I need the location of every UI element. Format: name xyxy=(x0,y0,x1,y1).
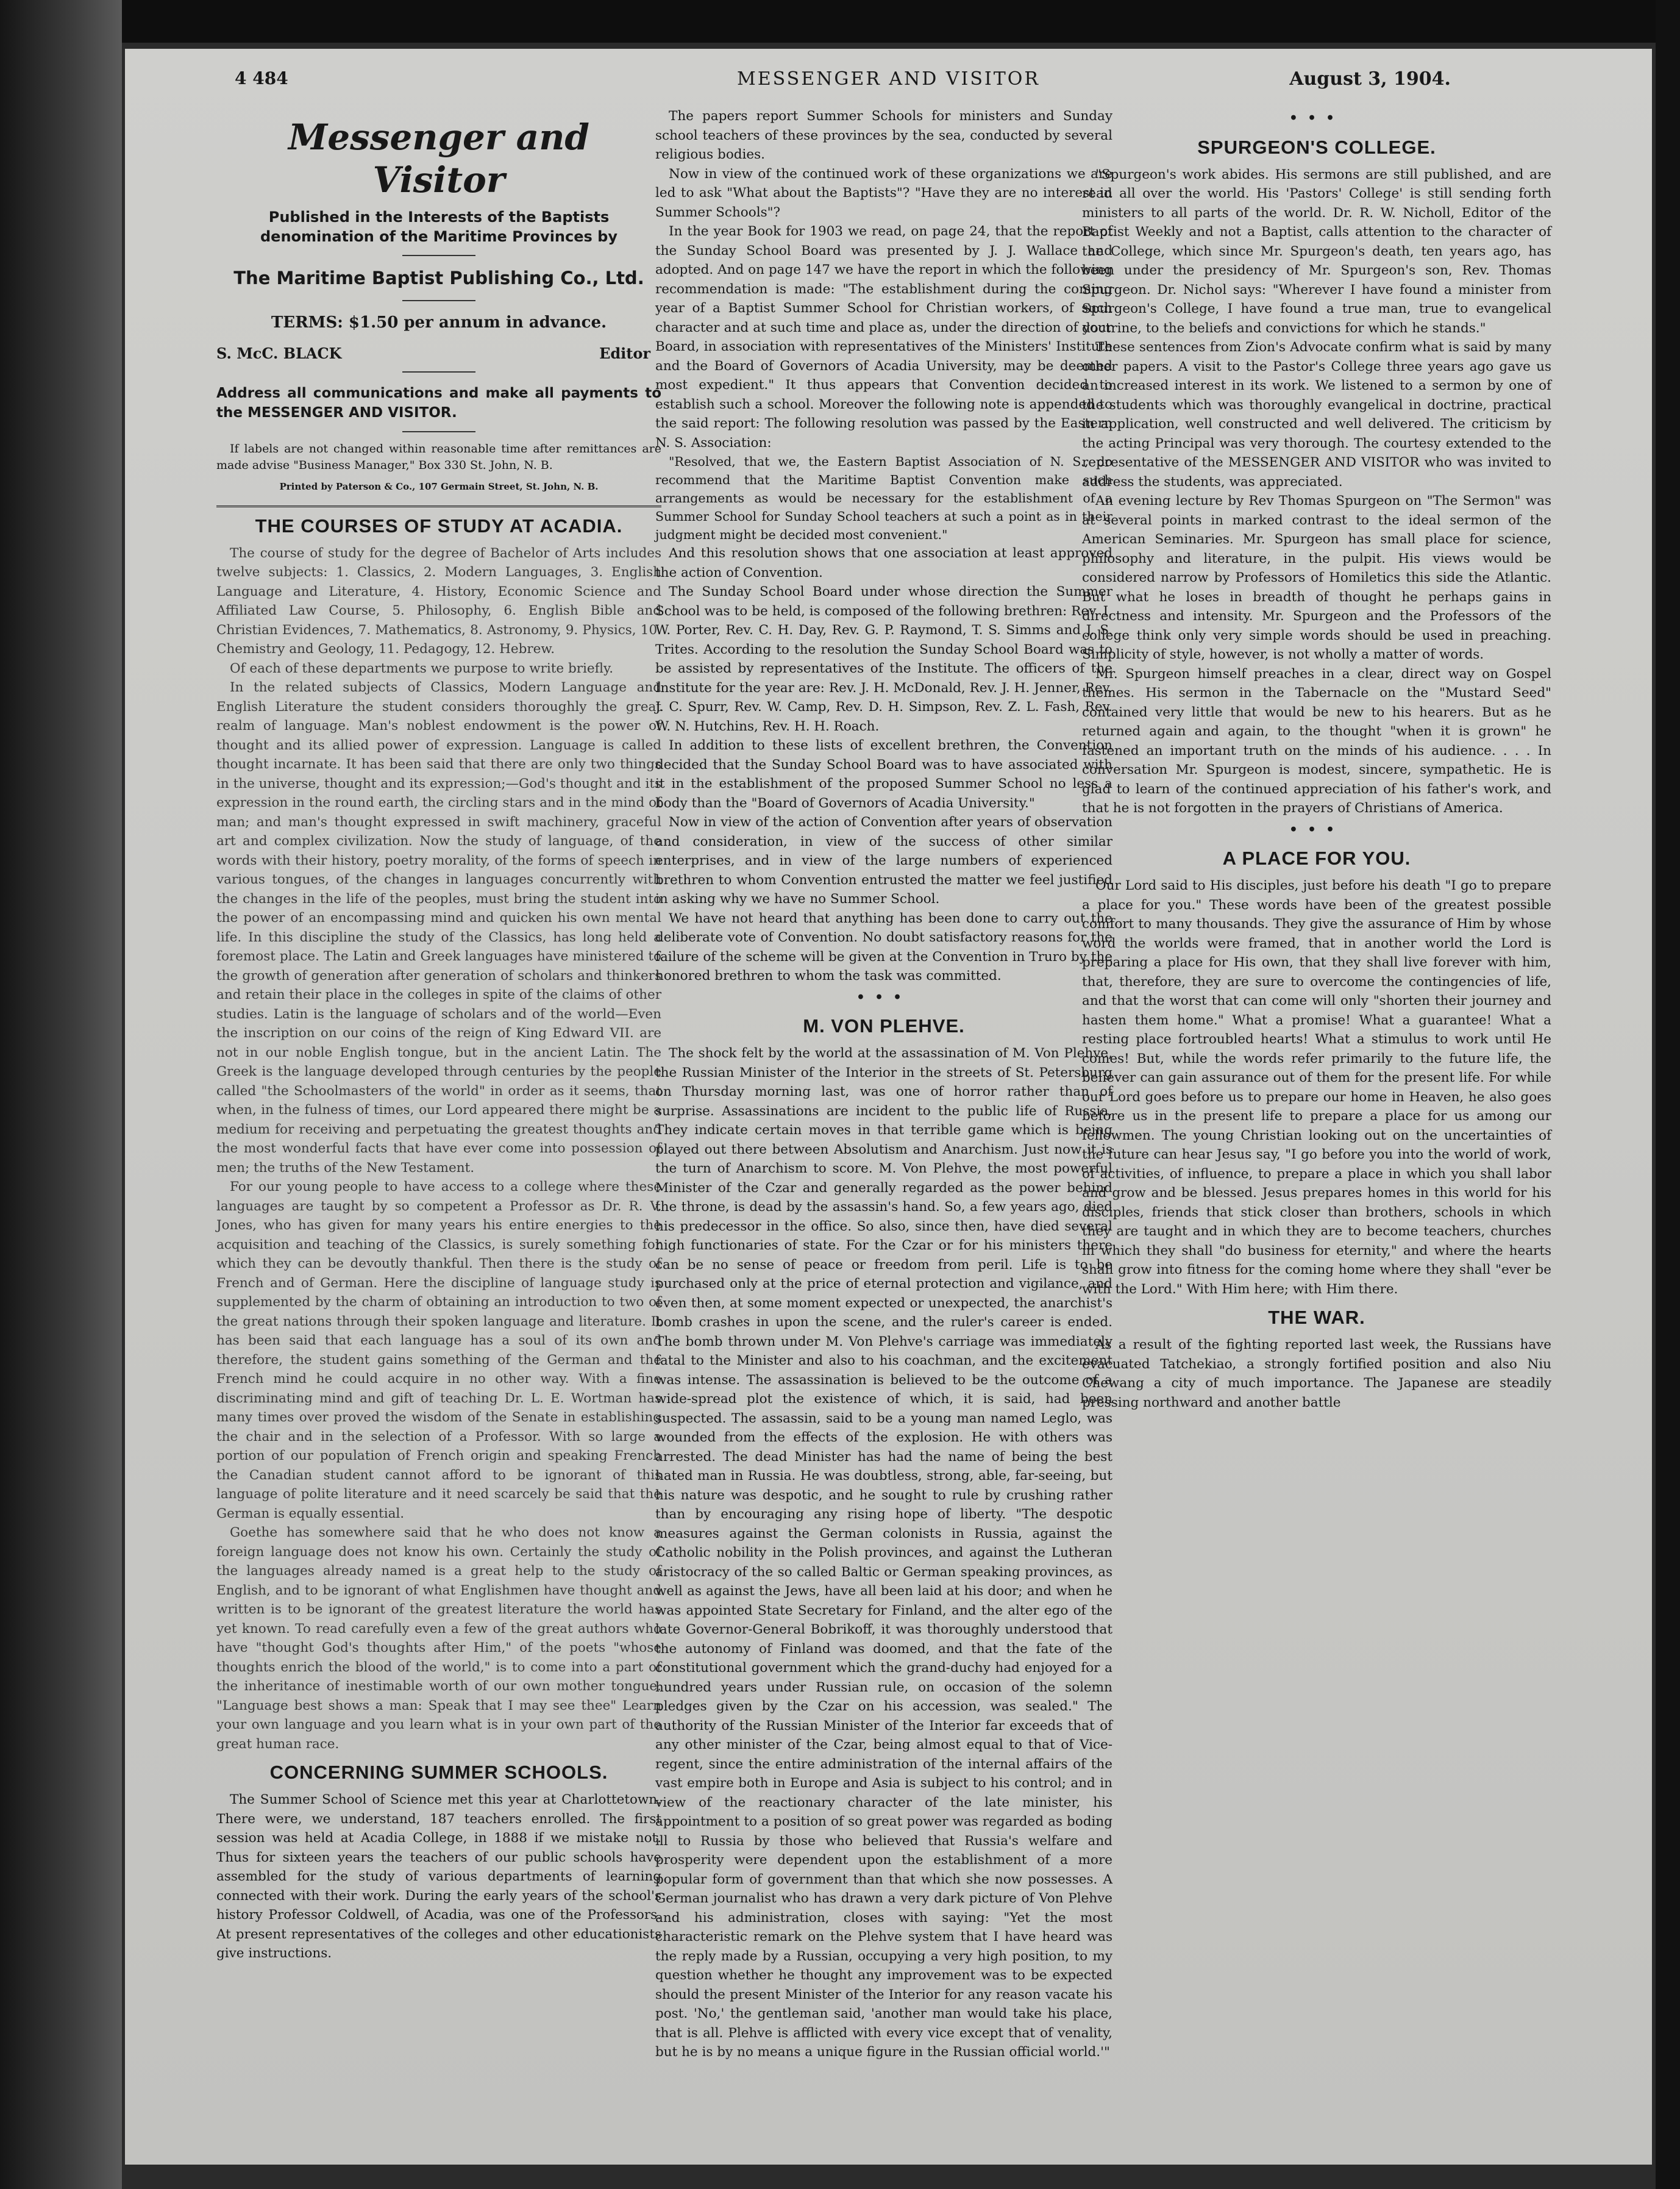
divider xyxy=(402,431,475,432)
column-3 xyxy=(1082,107,1551,1412)
section-ornament: ••• xyxy=(856,989,912,1005)
masthead-published: Published in the Interests of the Baptists denomination of the Maritime Provinces by xyxy=(260,209,618,245)
masthead xyxy=(216,116,661,333)
publisher-name: The Maritime Baptist Publishing Co., Ltd. xyxy=(233,268,644,288)
paragraph: In the related subjects of Classics, Modern Language and English Literature the student considers thoroughly the great realm of language. Man's noblest endowment is the power of thought and its allied power of expression. Language is called thought incarnate. It has been said that there are only two things in the universe, thought and its expression;—God's thought and its expression in the round earth, the circling stars and in the mind of man; and man's thought expressed in swift machinery, graceful art and complex civilization. Now the study of language, of the words with their history, poetry morality, of the forms of speech in various tongues, of the changes in languages concurrently with the changes in the life of the peoples, must bring the student into the power of an encompassing mind and quicken his own mental life. In this discipline the study of the Classics, has long held a foremost place. The Latin and Greek languages have ministered to the growth of generation after generation of scholars and thinkers and retain their place in the colleges in spite of the claims of other studies. Latin is the language of scholars and of the world—Even the inscription on our coins of the reign of King Edward VII. are not in our noble English tongue, but in the ancient Latin. The Greek is the language developed through centuries by the people called "the Schoolmasters of the world" in order as it seems, that when, in the fulness of times, our Lord appeared there might be a medium for receiving and perpetuating the greatest thoughts and the most wonderful facts that have ever come into possession of men; the truths of the New Testament. xyxy=(216,680,661,1176)
paragraph: Mr. Spurgeon himself preaches in a clear, direct way on Gospel themes. His sermon in the Tabernacle on the "Mustard Seed" contained very little that would be new to his hearers. But as he returned again and again, to the thought "when it is grown" he fastened an important truth on the minds of his audience. . . . In conversation Mr. Spurgeon is modest, sincere, sympathetic. He is glad to learn of the continued appreciation of his father's work, and that he is not forgotten in the prayers of Christians of America. xyxy=(1082,666,1551,816)
article-heading: THE WAR. xyxy=(1268,1307,1365,1328)
editor-role: Editor xyxy=(599,344,650,362)
editor-name: S. McC. BLACK xyxy=(216,344,342,362)
divider xyxy=(402,255,475,256)
address-notice: Address all communications and make all payments to the MESSENGER AND VISITOR. xyxy=(216,385,661,421)
paragraph: Our Lord said to His disciples, just before his death "I go to prepare a place for you." These words have been of the greatest possible comfort to many thousands. They give the assurance of Him by whose word the worlds were framed, that in another world the Lord is preparing a place for His own, that they shall live forever with him, that, therefore, they are sure to overcome the contingencies of life, and that the worst that can come will only "shorten their journey and hasten them home." What a promise! What a guarantee! What a resting place fortroubled hearts! What a stimulus to work until He comes! But, while the words refer primarily to the future life, the believer can gain assurance out of them for the present life. For while our Lord goes before us to prepare our home in Heaven, he also goes before us in the present life to prepare a place for us among our fellowmen. The young Christian looking out on the uncertainties of the future can hear Jesus say, "I go before you into the world of work, of activities, of influence, to prepare a place in which you shall labor and grow and be blessed. Jesus prepares homes in this world for his disciples, friends that stick closer than brothers, schools in which they are taught and in which they are to become teachers, churches in which they shall "do business for eternity," and where the hearts shall grow into fitness for the coming home where they shall "ever be with the Lord." With Him here; with Him there. xyxy=(1082,878,1551,1297)
subscription-terms: TERMS: $1.50 per annum in advance. xyxy=(271,313,607,332)
paragraph: The papers report Summer Schools for ministers and Sunday school teachers of these provinces by the sea, conducted by several religious bodies. xyxy=(655,109,1112,162)
section-ornament: ••• xyxy=(1289,110,1345,126)
quoted-resolution: "Resolved, that we, the Eastern Baptist Association of N. S., do recommend that the Maritime Baptist Convention make such arrangements as would be necessary for the establishment of a Summer School for Sunday School teachers at such a point as in their judgment might be decided most convenient." xyxy=(655,454,1112,542)
divider xyxy=(402,371,475,373)
section-ornament: ••• xyxy=(1289,821,1345,838)
paragraph: The shock felt by the world at the assassination of M. Von Plehve, the Russian Minister of the Interior in the streets of St. Petersburg on Thursday morning last, was one of horror rather than of surprise. Assassinations are incident to the public life of Russia. They indicate certain moves in that terrible game which is being played out there between Absolutism and Anarchism. Just now it is the turn of Anarchism to score. M. Von Plehve, the most powerful Minister of the Czar and generally regarded as the power behind the throne, is dead by the assassin's hand. So, a few years ago, died his predecessor in the office. So also, since then, have died several high functionaries of state. For the Czar or for his ministers there can be no sense of peace or freedom from peril. Life is to be purchased only at the price of eternal protection and vigilance, and even then, at some moment expected or unexpected, the anarchist's bomb crashes in upon the scene, and the ruler's career is ended. The bomb thrown under M. Von Plehve's carriage was immediately fatal to the Minister and also to his coachman, and the excitement was intense. The assassination is believed to be the outcome of a wide-spread plot the existence of which, it is said, had been suspected. The assassin, said to be a young man named Leglo, was wounded from the effects of the explosion. He with others was arrested. The dead Minister has had the name of being the best hated man in Russia. He was doubtless, strong, able, far-seeing, but his nature was despotic, and he sought to rule by crushing rather than by encouraging any rising hope of liberty. "The despotic measures against the German colonists in Russia, against the Catholic nobility in the Polish provinces, and against the Lutheran aristocracy of the so called Baltic or German speaking provinces, as well as against the Jews, have all been laid at his door; and when he was appointed State Secretary for Finland, and the alter ego of the late Governor-General Bobrikoff, it was thoroughly understood that the autonomy of Finland was doomed, and that the fate of the constitutional government which the grand-duchy had enjoyed for a hundred years under Russian rule, on occasion of the solemn pledges given by the Czar on his accession, was sealed." The authority of the Russian Minister of the Interior far exceeds that of any other minister of the Czar, being almost equal to that of Vice-regent, since the entire administration of the internal affairs of the vast empire both in Europe and Asia is subject to his control; and in view of the reactionary character of the late minister, his appointment to a position of so great power was regarded as boding ill to Russia by those who believed that Russia's welfare and prosperity were dependent upon the establishment of a more popular form of government than that which she now possesses. A German journalist who has drawn a very dark picture of Von Plehve and his administration, closes with saying: "Yet the most characteristic remark on the Plehve system that I have heard was the reply made by a Russian, occupying a very high position, to my question whether he thought any improvement was to be expected should the present Minister of the Interior for any reason vacate his post. 'No,' the gentleman said, 'another man would take his place, that is all. Plehve is afflicted with every vice except that of venality, but he is by no means a unique figure in the Russian official world.'" xyxy=(655,1046,1112,2060)
paragraph: "Spurgeon's work abides. His sermons are still published, and are read all over the world. His 'Pastors' College' is still sending forth ministers to all parts of the world. Dr. R. W. Nicholl, Editor of the Baptist Weekly and not a Baptist, calls attention to the character of the College, which since Mr. Spurgeon's death, ten years ago, has been under the presidency of Mr. Spurgeon's son, Rev. Thomas Spurgeon. Dr. Nichol says: "Wherever I have found a minister from Spurgeon's College, I have found a true man, true to evangelical doctrine, to the beliefs and convictions for which he stands." xyxy=(1082,166,1551,336)
article-heading: M. VON PLEHVE. xyxy=(803,1015,965,1037)
article-heading: A PLACE FOR YOU. xyxy=(1222,848,1411,869)
scan-top-border xyxy=(0,0,1680,43)
paragraph: Of each of these departments we purpose to write briefly. xyxy=(230,660,614,676)
paragraph: For our young people to have access to a college where these languages are taught by so competent a Professor as Dr. R. V. Jones, who has given for many years his entire energies to the acquisition and teaching of the Classics, is surely something for which they can be devoutly thankful. Then there is the study of French and of German. Here the discipline of language study is supplemented by the charm of obtaining an introduction to two of the great nations through their spoken language and literature. It has been said that each language has a soul of its own and therefore, the student gains something of the German and the French mind he could acquire in no other way. With a fine discriminating mind and gift of teaching Dr. L. E. Wortman has many times over proved the wisdom of the Senate in establishing the chair and in the selection of a Professor. With so large a portion of our population of French origin and speaking French the Canadian student cannot afford to be ignorant of this language of polite literature and it need scarcely be said that the German is equally essential. xyxy=(216,1179,661,1521)
issue-date: August 3, 1904. xyxy=(1289,68,1451,90)
article-heading: CONCERNING SUMMER SCHOOLS. xyxy=(269,1762,608,1783)
printer-line: Printed by Paterson & Co., 107 Germain Street, St. John, N. B. xyxy=(279,481,599,492)
paragraph: These sentences from Zion's Advocate confirm what is said by many other papers. A visit to the Pastor's College three years ago gave us an increased interest in its work. We listened to a sermon by one of the students which was thoroughly evangelical in doctrine, practical in application, well constructed and well delivered. The criticism by the acting Principal was very thorough. The courtesy extended to the representative of the MESSENGER AND VISITOR who was invited to address the students, was appreciated. xyxy=(1082,340,1551,490)
article-acadia xyxy=(216,544,661,1754)
paragraph: As a result of the fighting reported last week, the Russians have evacuated Tatchekiao, a strongly fortified position and also Niu Chewang a city of much importance. The Japanese are steadily pressing northward and another battle xyxy=(1082,1337,1551,1410)
paragraph: The Sunday School Board under whose direction the Summer School was to be held, is composed of the following brethren: Rev. I. W. Porter, Rev. C. H. Day, Rev. G. P. Raymond, T. S. Simms and J. S. Trites. According to the resolution the Sunday School Board was to be assisted by representatives of the Institute. The officers of the Institute for the year are: Rev. J. H. McDonald, Rev. J. H. Jenner, Rev. J. C. Spurr, Rev. W. Camp, Rev. D. H. Simpson, Rev. Z. L. Fash, Rev. W. N. Hutchins, Rev. H. H. Roach. xyxy=(655,584,1112,734)
paragraph: In addition to these lists of excellent brethren, the Convention decided that the Sunday School Board was to have associated with it in the establishment of the proposed Summer School no less a body than the "Board of Governors of Acadia University." xyxy=(655,738,1112,811)
paragraph: Now in view of the action of Convention after years of observation and consideration, in view of the success of other similar enterprises, and in view of the large numbers of experienced brethren to whom Convention entrusted the matter we feel justified in asking why we have no Summer School. xyxy=(655,815,1112,907)
divider xyxy=(402,300,475,301)
article-heading: SPURGEON'S COLLEGE. xyxy=(1197,136,1436,158)
scan-left-border xyxy=(0,0,122,2189)
page-number: 4 484 xyxy=(235,68,288,88)
column-1 xyxy=(216,116,661,1963)
labels-notice: If labels are not changed within reasonable time after remittances are made advise "Business Manager," Box 330 St. John, N. B. xyxy=(216,442,661,472)
paragraph: We have not heard that anything has been done to carry out the deliberate vote of Convention. No doubt satisfactory reasons for the failure of the scheme will be given at the Convention in Truro by the honored brethren to whom the task was committed. xyxy=(655,910,1112,984)
running-title: MESSENGER AND VISITOR xyxy=(737,68,1040,90)
paragraph: In the year Book for 1903 we read, on page 24, that the report of the Sunday School Board was presented by J. J. Wallace and adopted. And on page 147 we have the report in which the following recommendation is made: "The establishment during the coming year of a Baptist Summer School for Christian workers, of such character and at such time and place as, under the direction of your Board, in association with representatives of the Ministers' Institute and the Board of Governors of Acadia University, may be deemed most expedient." It thus appears that Convention decided to establish such a school. Moreover the following note is appended to the said report: The following resolution was passed by the Eastern N. S. Association: xyxy=(655,224,1112,451)
paragraph: Goethe has somewhere said that he who does not know a foreign language does not know his own. Certainly the study of the languages already named is a great help to the study of English, and to be ignorant of what Englishmen have thought and written is to be ignorant of the greatest literature the world has yet known. To read carefully even a few of the great authors who have "thought God's thoughts after Him," of the poets "whose thoughts enrich the blood of the world," is to come into a part of the inheritance of inestimable worth of our own mother tongue. "Language best shows a man: Speak that I may see thee" Learn your own language and you learn what is in your own part of the great human race. xyxy=(216,1525,661,1752)
editor-line xyxy=(216,344,661,363)
paragraph: The course of study for the degree of Bachelor of Arts includes twelve subjects: 1. Classics, 2. Modern Languages, 3. English Language and Literature, 4. History, Economic Science and Affiliated Law Course, 5. Philosophy, 6. English Bible and Christian Evidences, 7. Mathematics, 8. Astronomy, 9. Physics, 10. Chemistry and Geology, 11. Pedagogy, 12. Hebrew. xyxy=(216,545,661,657)
newspaper-page xyxy=(125,49,1652,2165)
article-heading: THE COURSES OF STUDY AT ACADIA. xyxy=(255,515,623,537)
paragraph: An evening lecture by Rev Thomas Spurgeon on "The Sermon" was at several points in marked contrast to the ideal sermon of the American Seminaries. Mr. Spurgeon has small place for science, philosophy and literature, in the pulpit. His views would be considered narrow by Professors of Homiletics this side the Atlantic. But what he loses in breadth of thought he perhaps gains in directness and intensity. Mr. Spurgeon and the Professors of the college think only very simple words should be used in preaching. Simplicity of style, however, is not wholly a matter of words. xyxy=(1082,493,1551,662)
paragraph: Now in view of the continued work of these organizations we are led to ask "What about the Baptists"? "Have they are no interest in Summer Schools"? xyxy=(655,166,1112,220)
running-header xyxy=(125,68,1652,105)
double-rule xyxy=(216,505,661,507)
scan-right-border xyxy=(1656,0,1680,2189)
paragraph: And this resolution shows that one association at least approved the action of Convention. xyxy=(655,546,1112,580)
masthead-title: Messenger and Visitor xyxy=(288,116,589,201)
paragraph: The Summer School of Science met this year at Charlottetown. There were, we understand, 187 teachers enrolled. The first session was held at Acadia College, in 1888 if we mistake not. Thus for sixteen years the teachers of our public schools have assembled for the study of various departments of learning connected with their work. During the early years of the school's history Professor Coldwell, of Acadia, was one of the Professors. At present representatives of the colleges and other educationists give instructions. xyxy=(216,1792,661,1961)
column-2 xyxy=(655,107,1112,2062)
